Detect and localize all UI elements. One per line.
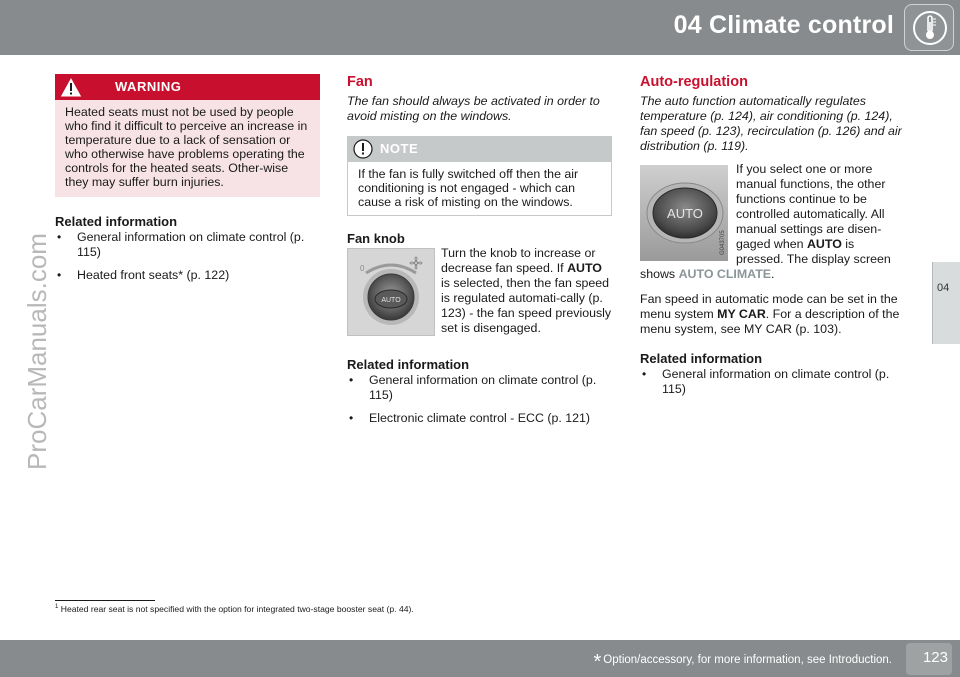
auto-intro: The auto function automatically regulates temperature (p. 124), air conditioning (p. 124), fan speed (p. 123), recirculation (p. 126) and air distribution (p. 119).	[640, 94, 902, 153]
watermark: ProCarManuals.com	[22, 233, 52, 470]
related-list	[55, 230, 320, 283]
auto-text-1: If you select one or more manual functions, the other functions continue to be controlled automatically. All manual settings are disen-gaged when AUTO is pressed. The display screen shows AUTO CLIMATE.	[640, 162, 891, 281]
fan-knob-image	[347, 248, 435, 336]
auto-section	[640, 162, 905, 282]
warning-body: Heated seats must not be used by people who find it difficult to perceive an increase in temperature due to a lack of sensation or who otherwise have problems operating the controls for the heated seats. Other-wise they may suffer burn injuries.	[55, 100, 320, 197]
knob-zero-label: 0	[360, 264, 365, 273]
side-tab-label: 04	[937, 282, 950, 294]
column-left	[55, 74, 320, 291]
section-title-fan: Fan	[347, 74, 373, 90]
page-number: 123	[922, 649, 948, 666]
auto-keyword: AUTO	[806, 237, 842, 251]
my-car-keyword: MY CAR	[717, 307, 766, 321]
related-link[interactable]: • Electronic climate control - ECC (p. 121)	[347, 411, 612, 426]
page-header	[0, 0, 960, 55]
info-icon	[353, 139, 373, 159]
auto-text-2: Fan speed in automatic mode can be set in the menu system MY CAR. For a description of the menu system, see MY CAR (p. 103).	[640, 292, 900, 336]
section-title-auto: Auto-regulation	[640, 74, 748, 90]
chapter-side-tab[interactable]	[932, 262, 960, 344]
related-link[interactable]: • General information on climate control (p. 115)	[347, 373, 612, 403]
footnote-rule	[55, 600, 155, 601]
related-link[interactable]: • General information on climate control (p. 115)	[640, 367, 905, 397]
auto-climate-keyword: AUTO CLIMATE	[678, 267, 772, 281]
note-box	[347, 136, 612, 216]
fan-knob-text: Turn the knob to increase or decrease fan speed. If AUTO is selected, then the fan speed is regulated automati-cally (p. 123) - the fan speed previously set is disengaged.	[441, 246, 612, 335]
option-star: *	[593, 651, 602, 673]
note-body: If the fan is fully switched off then the air conditioning is not engaged - which can cause a risk of misting on the windows.	[347, 162, 612, 216]
fan-intro: The fan should always be activated in order to avoid misting on the windows.	[347, 94, 600, 123]
footer-note	[594, 651, 893, 674]
warning-title: WARNING	[115, 79, 182, 94]
footnote	[55, 604, 414, 614]
related-link[interactable]: • Heated front seats* (p. 122)	[55, 268, 320, 283]
page-number-box	[906, 643, 952, 675]
knob-auto-label: AUTO	[381, 297, 401, 304]
auto-button-label: AUTO	[667, 206, 703, 221]
related-list	[640, 367, 905, 397]
footer-option-text[interactable]: Option/accessory, for more information, see Introduction.	[603, 654, 892, 666]
auto-button-image	[640, 165, 728, 261]
image-code: G043705	[720, 230, 726, 255]
warning-header	[55, 74, 320, 100]
chapter-title: 04 Climate control	[673, 11, 894, 39]
auto-button-graphic	[640, 165, 728, 261]
related-info-title: Related information	[640, 351, 763, 366]
chapter-icon-box	[904, 4, 954, 51]
footnote-text: Heated rear seat is not specified with the option for integrated two-stage booster seat (p. 44).	[60, 604, 414, 614]
note-header	[347, 136, 612, 162]
fan-knob-graphic	[348, 249, 434, 335]
auto-keyword: AUTO	[567, 261, 602, 275]
page-footer	[0, 640, 960, 677]
warning-triangle-icon	[59, 76, 83, 98]
column-middle	[347, 74, 612, 434]
fan-knob-section	[347, 246, 612, 340]
related-link[interactable]: • General information on climate control (p. 115)	[55, 230, 320, 260]
note-title: NOTE	[380, 141, 419, 156]
fan-knob-title: Fan knob	[347, 231, 405, 246]
footnote-number: 1	[55, 604, 59, 611]
related-info-title: Related information	[55, 214, 178, 229]
related-list	[347, 373, 612, 426]
thermometer-icon	[912, 10, 948, 46]
column-right	[640, 74, 905, 405]
related-info-title: Related information	[347, 357, 470, 372]
